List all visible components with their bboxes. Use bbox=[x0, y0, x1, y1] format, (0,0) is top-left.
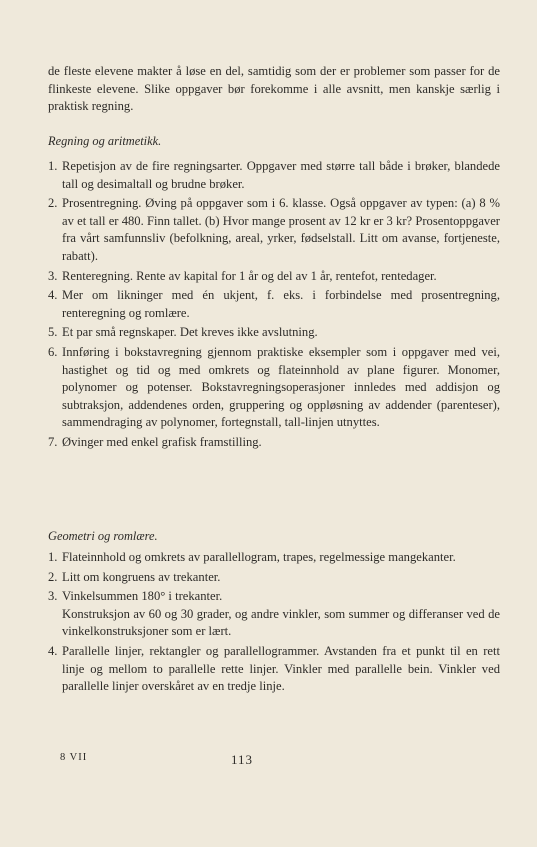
list-item bbox=[48, 324, 500, 342]
item-number: 5. bbox=[48, 325, 58, 340]
item-text: Innføring i bokstavregning gjennom praktiske eksempler som i oppgaver med vei, hastighet og tid og med omkrets og flateinnhold av plane figurer. Monomer, polynomer og potenser. Bokstavregningsoperasjoner innledes med addisjon og subtraksjon, addendenes orden, gruppering og oppløsning av addender (parenteser), sammendraging av polynomer, fortegnstall, tall-linjen utnyttes. bbox=[62, 344, 500, 430]
item-text: Prosentregning. Øving på oppgaver som i 6. klasse. Også oppgaver av typen: (a) 8 % av et tall er 480. Finn tallet. (b) Hvor mange prosent av 12 kr er 3 kr? Prosentoppgaver fra vårt samfunnsliv (befolkning, areal, yrker, fødselstall. Litt om avanse, fortjeneste, rabatt). bbox=[62, 196, 500, 263]
arithmetic-list bbox=[48, 158, 500, 454]
list-item bbox=[48, 287, 500, 322]
item-text: Mer om likninger med én ukjent, f. eks. i forbindelse med prosentregning, renteregning og romlære. bbox=[62, 288, 500, 320]
item-text: Litt om kongruens av trekanter. bbox=[62, 569, 221, 584]
list-item bbox=[48, 569, 500, 587]
item-text: Vinkelsummen 180° i trekanter. bbox=[62, 589, 223, 604]
section-heading-geometry: Geometri og romlære. bbox=[48, 529, 158, 543]
item-number: 1. bbox=[48, 550, 58, 564]
item-text: Øvinger med enkel grafisk framstilling. bbox=[62, 434, 262, 449]
list-item bbox=[48, 643, 500, 696]
list-item bbox=[48, 158, 500, 193]
item-number: 7. bbox=[48, 434, 58, 449]
item-text: Parallelle linjer, rektangler og parallellogrammer. Avstanden fra et punkt til en rett linje og mellom to parallelle rette linjer. Vinkler med parallelle bein. Vinkler ved parallelle linjer overskåret av en tredje linje. bbox=[62, 643, 500, 694]
page-number: 113 bbox=[231, 752, 254, 767]
item-text: Flateinnhold og omkrets av parallellogram, trapes, regelmessige mangekanter. bbox=[62, 550, 456, 564]
item-text: Repetisjon av de fire regningsarter. Oppgaver med større tall både i brøker, blandede tall og desimaltall og brudne brøker. bbox=[62, 159, 500, 191]
signature-mark: 8 VII bbox=[60, 752, 88, 763]
item-number: 4. bbox=[48, 288, 58, 303]
list-item bbox=[48, 268, 500, 286]
item-number: 2. bbox=[48, 569, 58, 584]
list-item bbox=[48, 549, 500, 567]
item-number: 3. bbox=[48, 589, 58, 604]
geometry-list bbox=[48, 549, 500, 698]
list-item bbox=[48, 434, 500, 452]
list-item bbox=[48, 588, 500, 641]
list-item bbox=[48, 195, 500, 265]
section-heading-arithmetic: Regning og aritmetikk. bbox=[48, 134, 162, 148]
item-text: Et par små regnskaper. Det kreves ikke avslutning. bbox=[62, 325, 318, 340]
item-text: Renteregning. Rente av kapital for 1 år og del av 1 år, rentefot, rentedager. bbox=[62, 268, 437, 283]
item-number: 3. bbox=[48, 268, 58, 283]
item-number: 2. bbox=[48, 196, 58, 211]
item-number: 4. bbox=[48, 643, 58, 658]
item-number: 1. bbox=[48, 159, 58, 173]
list-item bbox=[48, 344, 500, 432]
item-number: 6. bbox=[48, 344, 58, 359]
item-text-continued: Konstruksjon av 60 og 30 grader, og andre vinkler, som summer og differanser ved de vinkelkonstruksjoner som er lært. bbox=[62, 606, 500, 639]
intro-paragraph: de fleste elevene makter å løse en del, samtidig som der er problemer som passer for de flinkeste elevene. Slike oppgaver bør forekomme i alle avsnitt, men kanskje særlig i praktisk regning. bbox=[48, 64, 500, 114]
